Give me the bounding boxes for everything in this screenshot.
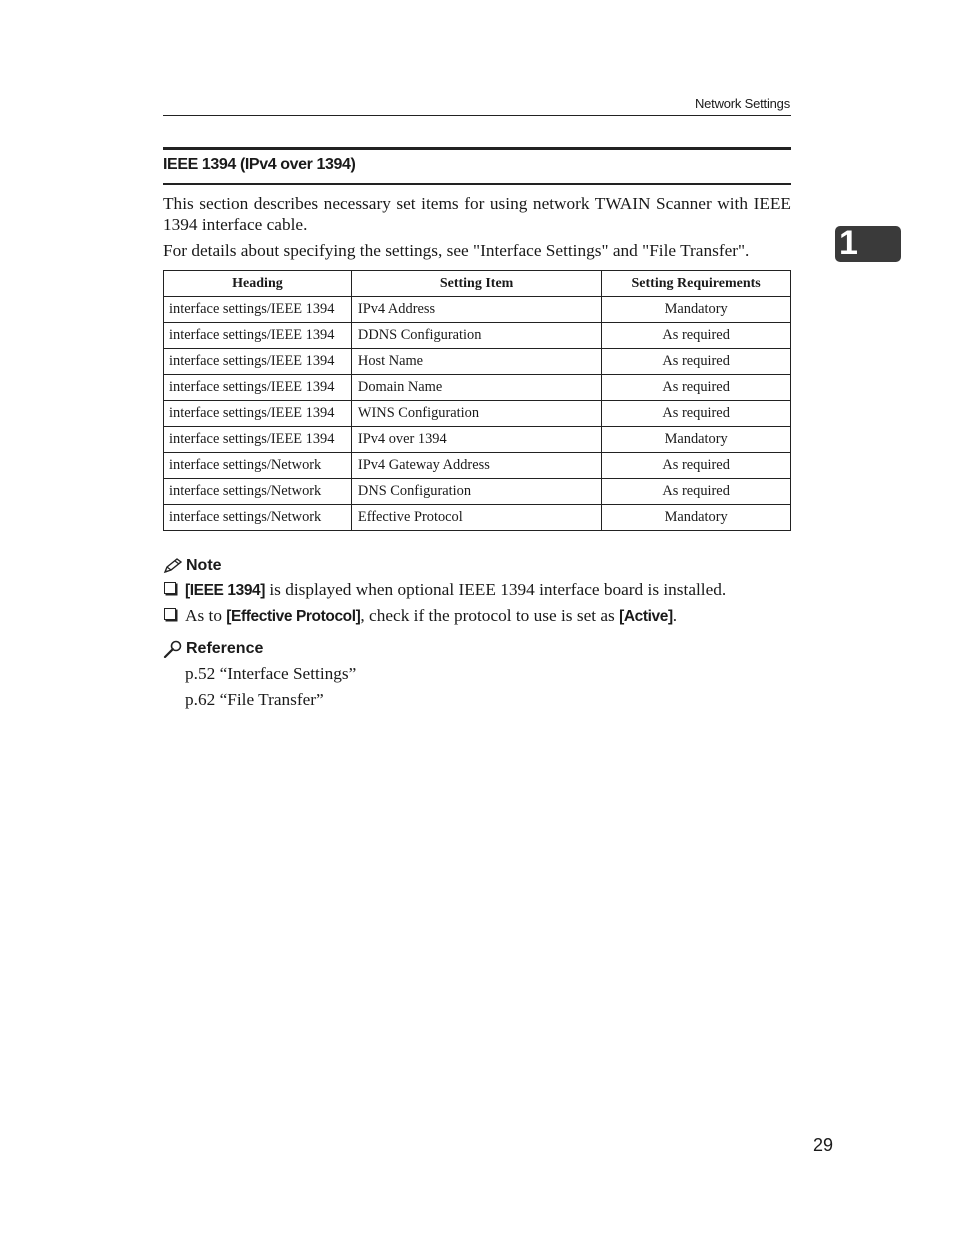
cell-heading: interface settings/IEEE 1394	[164, 427, 352, 453]
section-rule-bottom	[163, 183, 791, 185]
checkbox-bullet-icon	[164, 582, 176, 594]
cell-requirement: Mandatory	[602, 505, 791, 531]
cell-heading: interface settings/Network	[164, 479, 352, 505]
table-row	[164, 427, 791, 453]
checkbox-bullet-icon	[164, 608, 176, 620]
cell-heading: interface settings/IEEE 1394	[164, 297, 352, 323]
column-header-setting-item: Setting Item	[351, 271, 601, 297]
cell-requirement: As required	[602, 375, 791, 401]
cell-setting-item: IPv4 Gateway Address	[351, 453, 601, 479]
reference-link-interface-settings[interactable]: p.52 “Interface Settings”	[185, 664, 357, 683]
note-label: Note	[186, 557, 222, 574]
cell-heading: interface settings/IEEE 1394	[164, 375, 352, 401]
magnifier-icon	[163, 640, 183, 658]
note-text: .	[672, 606, 678, 625]
column-header-setting-requirements: Setting Requirements	[602, 271, 791, 297]
chapter-tab	[835, 226, 901, 262]
cell-setting-item: DNS Configuration	[351, 479, 601, 505]
note-text: As to	[185, 606, 227, 625]
note-text: is displayed when optional IEEE 1394 interface board is installed.	[265, 580, 727, 599]
table-row	[164, 453, 791, 479]
reference-link-file-transfer[interactable]: p.62 “File Transfer”	[185, 690, 324, 709]
cell-setting-item: Effective Protocol	[351, 505, 601, 531]
table-row	[164, 401, 791, 427]
cell-setting-item: Domain Name	[351, 375, 601, 401]
cell-requirement: Mandatory	[602, 427, 791, 453]
cell-setting-item: WINS Configuration	[351, 401, 601, 427]
cell-setting-item: Host Name	[351, 349, 601, 375]
section-title: IEEE 1394 (IPv4 over 1394)	[163, 156, 356, 173]
cell-heading: interface settings/IEEE 1394	[164, 401, 352, 427]
table-row	[164, 479, 791, 505]
pencil-icon	[163, 558, 183, 574]
cell-setting-item: IPv4 over 1394	[351, 427, 601, 453]
note-text: , check if the protocol to use is set as	[360, 606, 620, 625]
cell-heading: interface settings/Network	[164, 453, 352, 479]
cell-requirement: As required	[602, 479, 791, 505]
note-item	[163, 606, 677, 626]
header-rule	[163, 115, 791, 116]
page-number: 29	[813, 1135, 834, 1155]
table-row	[164, 349, 791, 375]
note-item	[163, 580, 726, 600]
table-row	[164, 375, 791, 401]
cell-requirement: As required	[602, 401, 791, 427]
section-rule-top	[163, 147, 791, 150]
keyword-active: [Active]	[619, 608, 673, 625]
intro-paragraph: This section describes necessary set items for using network TWAIN Scanner with IEEE 1394 interface cable.	[163, 194, 791, 234]
keyword-ieee1394: [IEEE 1394]	[185, 582, 266, 599]
reference-heading	[163, 640, 263, 658]
details-paragraph: For details about specifying the settings, see "Interface Settings" and "File Transfer".	[163, 241, 750, 260]
cell-requirement: As required	[602, 323, 791, 349]
settings-table	[163, 270, 791, 531]
cell-heading: interface settings/IEEE 1394	[164, 349, 352, 375]
table-row	[164, 297, 791, 323]
cell-heading: interface settings/Network	[164, 505, 352, 531]
cell-setting-item: DDNS Configuration	[351, 323, 601, 349]
table-row	[164, 323, 791, 349]
keyword-effective-protocol: [Effective Protocol]	[226, 608, 361, 625]
running-header: Network Settings	[694, 96, 790, 111]
cell-heading: interface settings/IEEE 1394	[164, 323, 352, 349]
cell-requirement: Mandatory	[602, 297, 791, 323]
reference-label: Reference	[186, 640, 264, 657]
cell-requirement: As required	[602, 349, 791, 375]
column-header-heading: Heading	[164, 271, 352, 297]
table-header-row	[164, 271, 791, 297]
chapter-number: 1	[839, 224, 858, 262]
note-heading	[163, 557, 222, 575]
table-row	[164, 505, 791, 531]
cell-requirement: As required	[602, 453, 791, 479]
cell-setting-item: IPv4 Address	[351, 297, 601, 323]
